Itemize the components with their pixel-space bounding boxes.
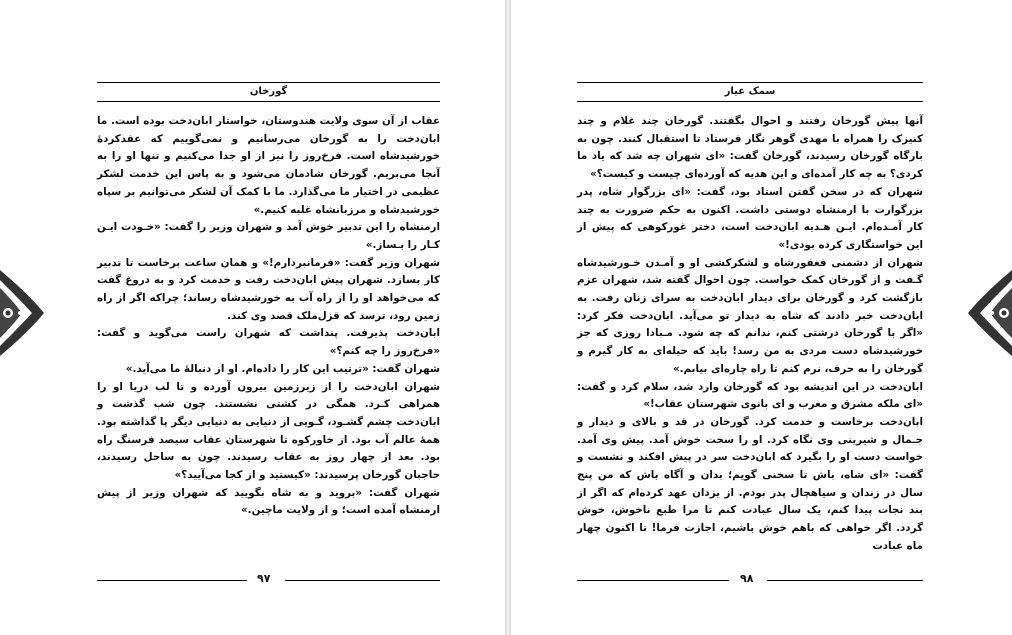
- right-page: [511, 0, 1012, 635]
- paragraph: شهران که در سخن گفتن استاد بود، گفت: «ای بزرگوار شاه، پدر بزرگوارت با ارمنشاه دوستی داشت. اکنون به حکم ضرورت به چند کار آمـده‌ام. ایـن هـدیه ابان‌دخت است، دختر غورکوهی که پیش از این خواستگاری کرده بودی!»: [577, 185, 923, 251]
- page-footer: [97, 574, 440, 586]
- paragraph: شهران وزیر گفت: «فرمانبردارم!» و همان ساعت برخاست تا تدبیر کار بسازد. شهران پیش ابان‌دخت رفت و خدمت کرد و به دروغ گفت که می‌خواهد او را از راه آب به خورشیدشاه رساند؛ چراکه اگر از راه زمین رود، ترسد که قزل‌ملک قصد وی کند.: [97, 256, 440, 322]
- paragraph: شهران گفت: «ترتیب این کار را داده‌ام. او از دنبالهٔ ما می‌آید.»: [125, 362, 440, 375]
- paragraph: ابان‌دخت در این اندیشه بود که گورخان وارد شد، سلام کرد و گفت: «ای ملکه مشرق و مغرب و ای بانوی شهرستان عقاب!»: [577, 380, 923, 411]
- left-page: [0, 0, 505, 635]
- paragraph: ابان‌دخت برخاست و خدمت کرد. گورخان در قد و بالای و دیدار و جـمال و شیرینی وی نگاه کرد. او را سخت خوش آمد. پیش وی آمد. خواست دست او را بگیرد که ابان‌دخت سر در پیش افکند و نشست و گفت: «ای شاه، باش تا سخنی گویم؛ بدان و آگاه باش که من پنج سال در زندان و سیاهچال پدر بودم. از یزدان عهد کرده‌ام که اگر از بند نجات پیدا کنم، یک سال عبادت کنم تا مرا طبع ناخوش، خوش گردد. اگر خواهی که باهم خوش باشیم، اجازت فرما! تا اکنون چهار ماه عبادت: [577, 415, 923, 552]
- footer-rule: [285, 580, 440, 581]
- floral-ornament-icon: [960, 270, 1012, 356]
- header-rule: [577, 82, 923, 83]
- page-number: ۹۸: [740, 572, 754, 585]
- paragraph: شهران گفت: «بروید و به شاه بگویید که شهران وزیر از پیش ارمنشاه آمده است؛ و از ولایت ماچین.»: [97, 486, 440, 517]
- page-number: ۹۷: [257, 572, 271, 585]
- paragraph: عقاب از آن سوی ولایت هندوستان، خواستار ابان‌دخت بوده است. ما ابان‌دخت را به گورخان می‌رسانیم و نمی‌گوییم که عقدکردهٔ خورشیدشاه است. فرخ‌روز را نیز از او جدا می‌کنیم و تنها او را به آنجا می‌بریم. گورخان شادمان می‌شود و به پاس این خدمت لشکر عظیمی در اختیار ما می‌گذارد. ما با کمک آن لشکر می‌توانیم بر سپاه خورشیدشاه و مرزبانشاه غلبه کنیم.»: [97, 115, 440, 216]
- footer-rule: [577, 580, 729, 581]
- footer-rule: [767, 580, 923, 581]
- body-text: [97, 113, 440, 520]
- running-head: گورخان: [249, 86, 288, 97]
- body-text: [577, 113, 923, 556]
- floral-ornament-icon: [0, 270, 52, 356]
- header-rule: [577, 101, 923, 102]
- paragraph: شهران ابان‌دخت را از زیرزمین بیرون آورده و تا لب دریا او را همراهی کـرد. همگی در کشتی نشستند. چون شب گذشت و ابان‌دخت چشم گشـود، گـویی از دنیایی به دنیایی دیگر پا گذاشته بود. همهٔ عالم آب بود. از خاورکوه تا شهرستان عقاب سیصد فرسنگ راه بود. بعد از چهار روز به عقاب رسیدند. چون به ساحل رسیدند، حاجبان گورخان پرسیدند: «کیستید و از کجا می‌آیید؟»: [97, 380, 440, 482]
- paragraph: ارمنشاه را این تدبیر خوش آمد و شهران وزیر را گفت: «خـودت ایـن کـار را بـساز.»: [97, 221, 440, 251]
- header-rule: [97, 101, 440, 102]
- footer-rule: [97, 580, 247, 581]
- page-footer: [577, 574, 923, 586]
- paragraph: ابان‌دخت پذیرفت. پنداشت که شهران راست می‌گوید و گفت: «فرخ‌روز را چه کنم؟»: [97, 327, 440, 358]
- paragraph: آنها پیش گورخان رفتند و احوال بگفتند. گورخان چند غلام و چند کنیزک را همراه با مهدی گوهر نگار فرستاد تا استقبال کنند. چون به بارگاه گورخان رسیدند، گورخان گفت: «ای شهران چه شد که یاد ما کردی؟ به چه کار آمده‌ای و این هدیه که آورده‌ای چیست و کیست؟»: [577, 115, 923, 181]
- paragraph: شهران از دشمنی فغفورشاه و لشکرکشی او و آمـدن خـورشیدشاه گـفت و از گورخان کمک خواست. چون احوال گفته شد، شهران عزم بازگشت کرد و گورخان برای دیدار ابان‌دخت به سرای زنان رفت. به ابان‌دخت خبر دادند که شاه به دیدار تو می‌آید. ابان‌دخت فکر کرد: «اگر با گورخان درشتی کنم، ندانم که چه شود. مـبادا روزی که جز خورشیدشاه دست مردی به من رسد! باید که حیله‌ای به کار گیرم و گورخان را به حرف، نرم کنم تا راه چاره‌ای بیابم.»: [577, 256, 923, 375]
- header-rule: [97, 82, 440, 83]
- running-head: سمک عیار: [724, 86, 776, 97]
